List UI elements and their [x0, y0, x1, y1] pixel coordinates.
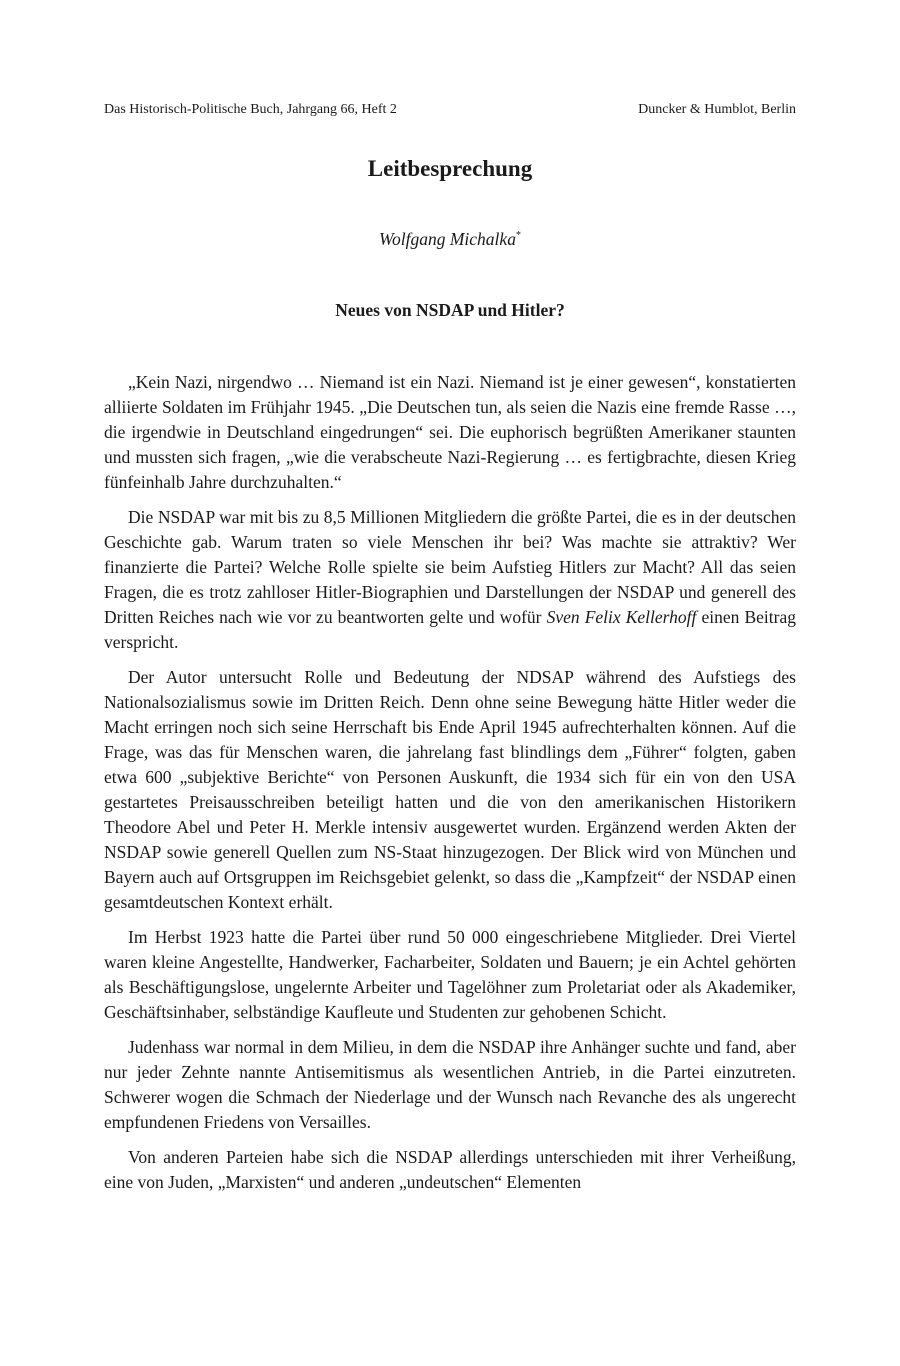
author-footnote-mark: *	[515, 230, 521, 241]
paragraph	[104, 505, 796, 655]
paragraph: Im Herbst 1923 hatte die Partei über rund 50 000 eingeschriebene Mitglieder. Drei Viertel waren kleine Angestellte, Handwerker, Facharbeiter, Soldaten und Bauern; je ein Achtel gehörten als Beschäftigungslose, ungelernte Arbeiter und Tagelöhner zum Proletariat oder als Akademiker, Geschäftsinhaber, selbständige Kaufleute und Studenten zur gehobenen Schicht.	[104, 927, 796, 1022]
cited-author-name: Sven Felix Kellerhoff	[546, 607, 697, 627]
section-title: Leitbesprechung	[367, 156, 533, 181]
paragraph: Der Autor untersucht Rolle und Bedeutung der NDSAP während des Aufstiegs des Nationalsozialismus sowie im Dritten Reich. Denn ohne seine Bewegung hätte Hitler weder die Macht erringen noch sich seine Herrschaft bis Ende April 1945 aufrechterhalten können. Auf die Frage, was das für Menschen waren, die jahrelang fast blindlings dem „Führer“ folgten, gaben etwa 600 „subjektive Berichte“ von Personen Auskunft, die 1934 sich für ein von den USA gestartetes Preisausschreiben beteiligt hatten und die von den amerikanischen Historikern Theodore Abel und Peter H. Merkle intensiv ausgewertet wurden. Ergänzend werden Akten der NSDAP sowie generell Quellen zum NS-Staat hinzugezogen. Der Blick wird von München und Bayern auch auf Ortsgruppen im Reichsgebiet gelenkt, so dass die „Kampfzeit“ der NSDAP einen gesamtdeutschen Kontext erhält.	[104, 667, 796, 912]
paragraph-text: einen Beitrag verspricht.	[104, 607, 796, 652]
author-line	[104, 227, 796, 251]
paragraph: Von anderen Parteien habe sich die NSDAP allerdings unterschieden mit ihrer Verheißung, eine von Juden, „Marxisten“ und anderen „undeutschen“ Elementen	[104, 1147, 796, 1192]
paragraph: „Kein Nazi, nirgendwo … Niemand ist ein Nazi. Niemand ist je einer gewesen“, konstatierten alliierte Soldaten im Frühjahr 1945. „Die Deutschen tun, als seien die Nazis eine fremde Rasse …, die irgendwie in Deutschland eingedrungen“ sei. Die euphorisch begrüßten Amerikaner staunten und mussten sich fragen, „wie die verabscheute Nazi-Regierung … es fertigbrachte, diesen Krieg fünfeinhalb Jahre durchzuhalten.“	[104, 372, 796, 492]
paragraph: Judenhass war normal in dem Milieu, in dem die NSDAP ihre Anhänger suchte und fand, aber nur jeder Zehnte nannte Antisemitismus als wesentlichen Antrieb, in die Partei einzutreten. Schwerer wogen die Schmach der Niederlage und der Wunsch nach Revanche des als ungerecht empfundenen Friedens von Versailles.	[104, 1037, 796, 1132]
publisher-name: Duncker & Humblot, Berlin	[638, 102, 796, 117]
paragraph-text: Die NSDAP war mit bis zu 8,5 Millionen Mitgliedern die größte Partei, die es in der deutschen Geschichte gab. Warum traten so viele Menschen ihr bei? Was machte sie attraktiv? Wer finanzierte die Partei? Welche Rolle spielte sie beim Aufstieg Hitlers zur Macht? All das seien Fragen, die es trotz zahlloser Hitler-Biographien und Darstellungen der NSDAP und generell des Dritten Reiches nach wie vor zu beantworten gelte und wofür	[104, 507, 796, 627]
article-title: Neues von NSDAP und Hitler?	[335, 300, 565, 320]
running-header	[104, 100, 796, 120]
document-page	[104, 0, 796, 1366]
journal-citation: Das Historisch-Politische Buch, Jahrgang 66, Heft 2	[104, 102, 397, 117]
author-name: Wolfgang Michalka	[379, 229, 516, 249]
article-body	[104, 370, 796, 1205]
